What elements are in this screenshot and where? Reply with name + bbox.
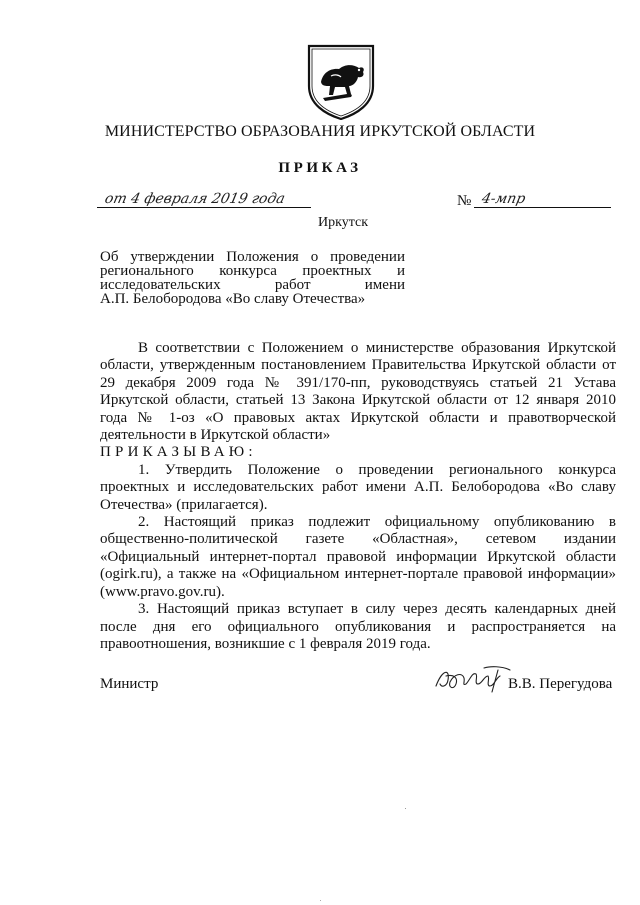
handwritten-signature xyxy=(432,664,516,694)
subject-line: исследовательских работ имени xyxy=(100,277,405,293)
order-body xyxy=(100,340,616,653)
date-field xyxy=(97,188,311,210)
document-type: ПРИКАЗ xyxy=(278,160,362,176)
subject-line: Об утверждении Положения о проведении xyxy=(100,249,405,265)
subject-line: регионального конкурса проектных и xyxy=(100,263,405,279)
date-underline xyxy=(97,207,311,208)
order-item: 3. Настоящий приказ вступает в силу через десять календарных дней после дня его официального опубликования и распространяется на правоотношения, возникшие с 1 февраля 2019 года. xyxy=(100,601,616,652)
ministry-title: МИНИСТЕРСТВО ОБРАЗОВАНИЯ ИРКУТСКОЙ ОБЛАСТИ xyxy=(104,123,536,140)
scan-speck xyxy=(320,900,321,901)
order-item: 1. Утвердить Положение о проведении регионального конкурса проектных и исследовательских работ имени А.П. Белобородова «Во славу Отечества» (прилагается). xyxy=(100,461,616,513)
irkutsk-coat-of-arms-icon xyxy=(301,42,381,120)
handwritten-date: от 4 февраля 2019 года xyxy=(103,191,287,207)
scan-speck xyxy=(405,808,406,809)
subject-line: А.П. Белобородова «Во славу Отечества» xyxy=(100,291,366,307)
number-underline xyxy=(474,207,611,208)
subject-block xyxy=(100,250,405,306)
number-field xyxy=(474,188,611,210)
order-item: 2. Настоящий приказ подлежит официальному опубликованию в общественно-политической газете «Областная», сетевом издании «Официальный интернет-портал правовой информации Иркутской области (ogirk.ru), а также на «Официальном интернет-портале правовой информации» (www.pravo.gov.ru). xyxy=(100,514,616,600)
number-label: № xyxy=(457,193,472,209)
decree-word: ПРИКАЗЫВАЮ: xyxy=(100,444,257,461)
signer-title: Министр xyxy=(100,676,159,692)
handwritten-number: 4-мпр xyxy=(480,191,527,207)
city: Иркутск xyxy=(318,215,369,230)
signer-name: В.В. Перегудова xyxy=(508,676,613,692)
preamble-paragraph: В соответствии с Положением о министерстве образования Иркутской области, утвержденным постановлением Правительства Иркутской области от 29 декабря 2009 года № 391/170-пп, руководствуясь статьей 21 Устава Иркутской области, статьей 13 Закона Иркутской области от 12 января 2010 года № 1-оз «О правовых актах Иркутской области и правотворческой деятельности в Иркутской области» xyxy=(100,340,616,444)
